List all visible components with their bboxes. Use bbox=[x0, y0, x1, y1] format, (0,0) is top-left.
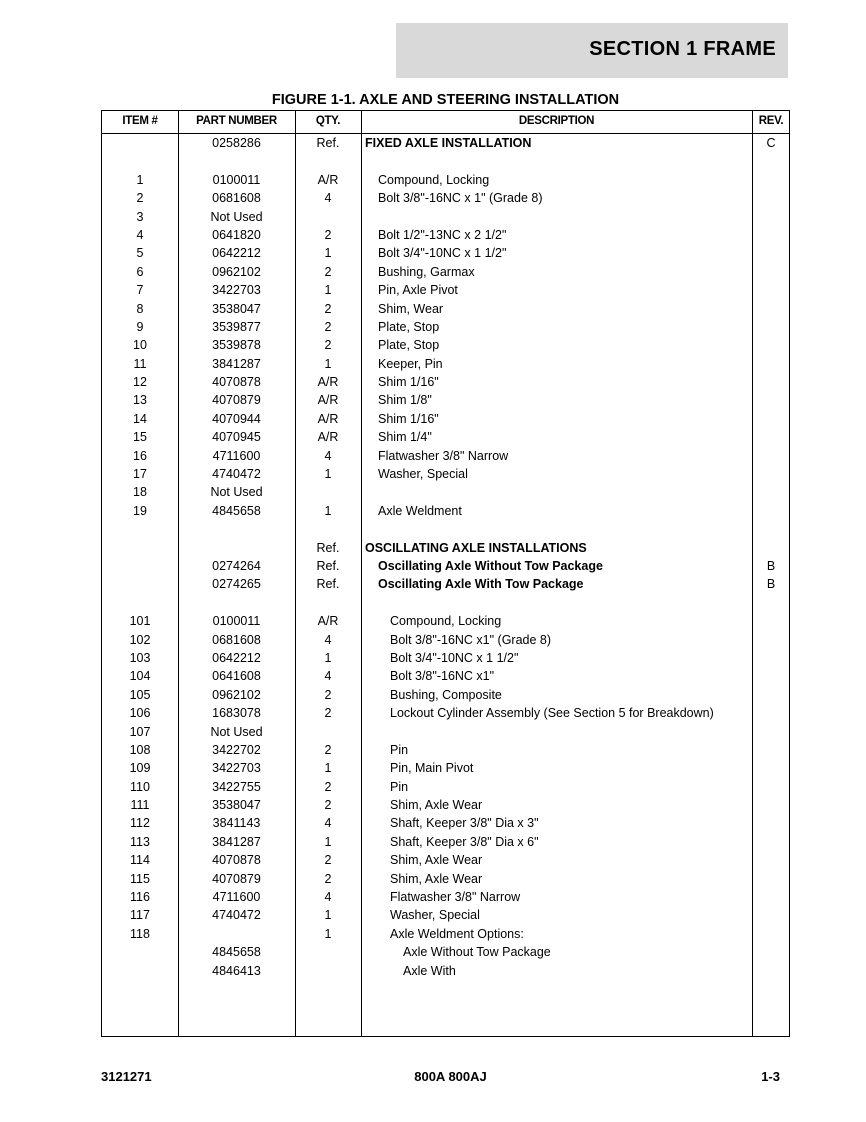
description-cell: Shim, Axle Wear bbox=[390, 871, 483, 886]
item-cell: 101 bbox=[129, 614, 151, 629]
rev-cell: B bbox=[766, 558, 776, 573]
part-number-cell: 3841143 bbox=[212, 816, 261, 831]
part-number-cell: 0258286 bbox=[212, 136, 261, 150]
qty-cell: 2 bbox=[324, 742, 332, 757]
description-cell: Pin bbox=[390, 742, 409, 757]
section-title: SECTION 1 FRAME bbox=[589, 38, 776, 60]
qty-cell: A/R bbox=[317, 614, 339, 629]
item-cell: 6 bbox=[136, 264, 144, 279]
table-row bbox=[102, 466, 789, 484]
description-cell: Bolt 3/8"-16NC x 1" (Grade 8) bbox=[378, 191, 543, 206]
table-row bbox=[102, 503, 789, 521]
part-number-cell: 4070944 bbox=[212, 411, 261, 426]
table-row bbox=[102, 650, 789, 668]
qty-cell: 1 bbox=[324, 926, 332, 941]
item-cell: 113 bbox=[130, 834, 150, 849]
item-cell: 116 bbox=[130, 890, 150, 905]
table-row bbox=[102, 779, 789, 797]
item-cell: 17 bbox=[133, 467, 147, 482]
table-row bbox=[102, 264, 789, 282]
part-number-cell: 4711600 bbox=[212, 448, 261, 463]
qty-cell: 2 bbox=[324, 227, 332, 242]
description-cell: Shim 1/8" bbox=[378, 393, 432, 408]
table-row bbox=[102, 337, 789, 355]
part-number-cell: 4070945 bbox=[212, 430, 261, 445]
item-cell: 18 bbox=[133, 485, 147, 500]
header-rev: REV. bbox=[758, 115, 784, 127]
item-cell: 14 bbox=[133, 411, 147, 426]
table-row bbox=[102, 319, 789, 337]
description-cell: Shim 1/16" bbox=[378, 411, 439, 426]
table-row bbox=[102, 356, 789, 374]
item-cell: 108 bbox=[129, 742, 151, 757]
figure-title: FIGURE 1-1. AXLE AND STEERING INSTALLATION bbox=[271, 92, 620, 108]
item-cell: 110 bbox=[130, 779, 150, 794]
part-number-cell: Not Used bbox=[210, 724, 263, 739]
header-description: DESCRIPTION bbox=[518, 115, 595, 127]
description-cell: Axle With bbox=[403, 963, 456, 978]
description-cell: Shim 1/4" bbox=[378, 430, 432, 445]
part-number-cell: 3422702 bbox=[212, 742, 261, 757]
description-cell: Plate, Stop bbox=[378, 338, 440, 353]
qty-cell: 4 bbox=[324, 191, 332, 206]
item-cell: 19 bbox=[133, 503, 147, 518]
description-cell: Plate, Stop bbox=[378, 319, 440, 334]
description-cell: Shim, Wear bbox=[378, 301, 444, 316]
description-cell: Washer, Special bbox=[390, 908, 480, 923]
item-cell: 3 bbox=[136, 209, 144, 224]
table-row bbox=[102, 705, 789, 723]
part-number-cell: 3539877 bbox=[212, 319, 261, 334]
qty-cell: 4 bbox=[324, 890, 332, 905]
qty-cell: 2 bbox=[324, 853, 332, 868]
table-row bbox=[102, 926, 789, 944]
item-cell: 104 bbox=[129, 669, 151, 684]
part-number-cell: 4740472 bbox=[212, 908, 261, 923]
part-number-cell: 0641820 bbox=[212, 227, 261, 242]
item-cell: 115 bbox=[130, 871, 150, 886]
table-row bbox=[102, 374, 789, 392]
table-row bbox=[102, 871, 789, 889]
header-part-number: PART NUMBER bbox=[196, 115, 277, 127]
description-cell: Shim, Axle Wear bbox=[390, 798, 483, 813]
description-cell: Oscillating Axle With Tow Package bbox=[378, 577, 584, 592]
table-row bbox=[102, 907, 789, 925]
qty-cell: 2 bbox=[324, 687, 332, 702]
description-cell: Bolt 3/4"-10NC x 1 1/2" bbox=[390, 650, 519, 665]
qty-cell: 2 bbox=[324, 871, 332, 886]
table-row bbox=[102, 153, 789, 171]
item-cell: 106 bbox=[129, 706, 151, 721]
item-cell: 13 bbox=[133, 393, 147, 408]
qty-cell: 2 bbox=[324, 319, 332, 334]
item-cell: 105 bbox=[129, 687, 151, 702]
item-cell: 103 bbox=[129, 650, 151, 665]
description-cell: Keeper, Pin bbox=[378, 356, 443, 371]
qty-cell: Ref. bbox=[316, 577, 340, 592]
table-row bbox=[102, 172, 789, 190]
table-header bbox=[102, 111, 789, 134]
part-number-cell: 3538047 bbox=[212, 301, 261, 316]
part-number-cell: 4846413 bbox=[212, 963, 261, 978]
table-row bbox=[102, 448, 789, 466]
description-cell: Bolt 3/4"-10NC x 1 1/2" bbox=[378, 246, 507, 261]
item-cell: 16 bbox=[133, 448, 147, 463]
qty-cell: 1 bbox=[324, 834, 332, 849]
qty-cell: 2 bbox=[324, 301, 332, 316]
item-cell: 111 bbox=[130, 798, 150, 813]
description-cell: Lockout Cylinder Assembly (See Section 5 for Breakdown) bbox=[390, 706, 714, 721]
description-cell: Axle Weldment Options: bbox=[390, 926, 524, 941]
table-row bbox=[102, 852, 789, 870]
part-number-cell: 3422703 bbox=[212, 283, 261, 298]
part-number-cell: 1683078 bbox=[212, 706, 261, 721]
header-item: ITEM # bbox=[122, 115, 158, 127]
description-cell: Flatwasher 3/8" Narrow bbox=[390, 890, 521, 905]
table-row bbox=[102, 632, 789, 650]
table-row bbox=[102, 521, 789, 539]
description-cell: Compound, Locking bbox=[378, 172, 490, 187]
item-cell: 7 bbox=[136, 283, 144, 298]
part-number-cell: 0100011 bbox=[212, 172, 261, 187]
part-number-cell: 0642212 bbox=[212, 650, 261, 665]
part-number-cell: 0641608 bbox=[212, 669, 261, 684]
part-number-cell: 0962102 bbox=[212, 264, 261, 279]
part-number-cell: 3539878 bbox=[212, 338, 261, 353]
table-row bbox=[102, 190, 789, 208]
part-number-cell: 4070878 bbox=[212, 375, 261, 390]
table-row bbox=[102, 135, 789, 153]
description-cell: Pin, Axle Pivot bbox=[378, 283, 458, 298]
part-number-cell: 0100011 bbox=[212, 614, 261, 629]
part-number-cell: 3422755 bbox=[212, 779, 261, 794]
description-cell: Shim 1/16" bbox=[378, 375, 439, 390]
qty-cell: 2 bbox=[324, 798, 332, 813]
item-cell: 117 bbox=[130, 908, 150, 923]
item-cell: 11 bbox=[133, 356, 147, 371]
qty-cell: Ref. bbox=[316, 540, 340, 555]
qty-cell: A/R bbox=[317, 375, 339, 390]
table-row bbox=[102, 282, 789, 300]
part-number-cell: 3422703 bbox=[212, 761, 261, 776]
qty-cell: 1 bbox=[324, 246, 332, 261]
qty-cell: A/R bbox=[317, 411, 339, 426]
description-cell: Compound, Locking bbox=[390, 614, 502, 629]
part-number-cell: 4845658 bbox=[212, 503, 261, 518]
qty-cell: 4 bbox=[324, 632, 332, 647]
qty-cell: 4 bbox=[324, 816, 332, 831]
item-cell: 107 bbox=[129, 724, 151, 739]
table-row bbox=[102, 392, 789, 410]
table-row bbox=[102, 889, 789, 907]
qty-cell: 1 bbox=[324, 467, 332, 482]
part-number-cell: Not Used bbox=[210, 209, 263, 224]
table-row bbox=[102, 742, 789, 760]
description-cell: Axle Weldment bbox=[378, 503, 462, 518]
table-row bbox=[102, 797, 789, 815]
table-row bbox=[102, 815, 789, 833]
qty-cell: 2 bbox=[324, 338, 332, 353]
description-cell: Axle Without Tow Package bbox=[403, 945, 551, 960]
footer-doc-number: 3121271 bbox=[101, 1069, 152, 1084]
rev-cell: B bbox=[766, 577, 776, 592]
item-cell: 118 bbox=[130, 926, 150, 941]
part-number-cell: 4845658 bbox=[212, 945, 261, 960]
table-row bbox=[102, 540, 789, 558]
parts-table bbox=[101, 110, 790, 1037]
table-row bbox=[102, 944, 789, 962]
description-cell: Pin bbox=[390, 779, 409, 794]
description-cell: Shaft, Keeper 3/8" Dia x 3" bbox=[390, 816, 539, 831]
footer-model: 800A 800AJ bbox=[414, 1069, 487, 1084]
table-row bbox=[102, 576, 789, 594]
item-cell: 2 bbox=[136, 191, 144, 206]
qty-cell: 2 bbox=[324, 264, 332, 279]
qty-cell: 1 bbox=[324, 908, 332, 923]
part-number-cell: 4070879 bbox=[212, 871, 261, 886]
table-body bbox=[102, 135, 789, 981]
qty-cell: 1 bbox=[324, 283, 332, 298]
qty-cell: 1 bbox=[324, 650, 332, 665]
part-number-cell: 4711600 bbox=[212, 890, 261, 905]
qty-cell: A/R bbox=[317, 393, 339, 408]
description-cell: Shaft, Keeper 3/8" Dia x 6" bbox=[390, 834, 539, 849]
item-cell: 15 bbox=[133, 430, 147, 445]
part-number-cell: 0962102 bbox=[212, 687, 261, 702]
table-row bbox=[102, 301, 789, 319]
table-row bbox=[102, 963, 789, 981]
part-number-cell: 4740472 bbox=[212, 467, 261, 482]
section-banner bbox=[396, 23, 788, 78]
table-row bbox=[102, 558, 789, 576]
qty-cell: 2 bbox=[324, 706, 332, 721]
item-cell: 5 bbox=[136, 246, 144, 261]
table-row bbox=[102, 429, 789, 447]
description-cell: FIXED AXLE INSTALLATION bbox=[365, 136, 532, 150]
part-number-cell: 4070879 bbox=[212, 393, 261, 408]
item-cell: 114 bbox=[130, 853, 150, 868]
part-number-cell: 0274265 bbox=[212, 577, 261, 592]
description-cell: OSCILLATING AXLE INSTALLATIONS bbox=[365, 540, 587, 555]
table-row bbox=[102, 834, 789, 852]
description-cell: Bolt 3/8"-16NC x1" bbox=[390, 669, 495, 684]
item-cell: 4 bbox=[136, 227, 144, 242]
description-cell: Oscillating Axle Without Tow Package bbox=[378, 558, 603, 573]
table-row bbox=[102, 209, 789, 227]
table-row bbox=[102, 760, 789, 778]
description-cell: Bushing, Garmax bbox=[378, 264, 475, 279]
item-cell: 102 bbox=[129, 632, 151, 647]
item-cell: 112 bbox=[130, 816, 150, 831]
rev-cell: C bbox=[766, 136, 776, 150]
part-number-cell: 0681608 bbox=[212, 191, 261, 206]
part-number-cell: 0274264 bbox=[212, 558, 261, 573]
qty-cell: 2 bbox=[324, 779, 332, 794]
table-row bbox=[102, 245, 789, 263]
part-number-cell: 3841287 bbox=[212, 356, 261, 371]
footer-page-number: 1-3 bbox=[761, 1069, 780, 1084]
part-number-cell: Not Used bbox=[210, 485, 263, 500]
table-row bbox=[102, 595, 789, 613]
description-cell: Shim, Axle Wear bbox=[390, 853, 483, 868]
table-row bbox=[102, 411, 789, 429]
item-cell: 9 bbox=[136, 319, 144, 334]
table-row bbox=[102, 724, 789, 742]
qty-cell: 1 bbox=[324, 761, 332, 776]
qty-cell: A/R bbox=[317, 430, 339, 445]
item-cell: 1 bbox=[136, 172, 144, 187]
qty-cell: 4 bbox=[324, 669, 332, 684]
table-row bbox=[102, 484, 789, 502]
part-number-cell: 0642212 bbox=[212, 246, 261, 261]
part-number-cell: 0681608 bbox=[212, 632, 261, 647]
qty-cell: Ref. bbox=[316, 558, 340, 573]
item-cell: 109 bbox=[129, 761, 151, 776]
description-cell: Bolt 3/8"-16NC x1" (Grade 8) bbox=[390, 632, 552, 647]
table-row bbox=[102, 227, 789, 245]
description-cell: Washer, Special bbox=[378, 467, 468, 482]
item-cell: 8 bbox=[136, 301, 144, 316]
qty-cell: A/R bbox=[317, 172, 339, 187]
qty-cell: 1 bbox=[324, 503, 332, 518]
table-row bbox=[102, 668, 789, 686]
qty-cell: 4 bbox=[324, 448, 332, 463]
part-number-cell: 4070878 bbox=[212, 853, 261, 868]
part-number-cell: 3841287 bbox=[212, 834, 261, 849]
header-qty: QTY. bbox=[315, 115, 341, 127]
table-row bbox=[102, 613, 789, 631]
description-cell: Bolt 1/2"-13NC x 2 1/2" bbox=[378, 227, 507, 242]
item-cell: 12 bbox=[133, 375, 147, 390]
part-number-cell: 3538047 bbox=[212, 798, 261, 813]
description-cell: Pin, Main Pivot bbox=[390, 761, 474, 776]
table-row bbox=[102, 687, 789, 705]
qty-cell: Ref. bbox=[316, 136, 340, 150]
qty-cell: 1 bbox=[324, 356, 332, 371]
item-cell: 10 bbox=[133, 338, 147, 353]
description-cell: Bushing, Composite bbox=[390, 687, 502, 702]
description-cell: Flatwasher 3/8" Narrow bbox=[378, 448, 509, 463]
